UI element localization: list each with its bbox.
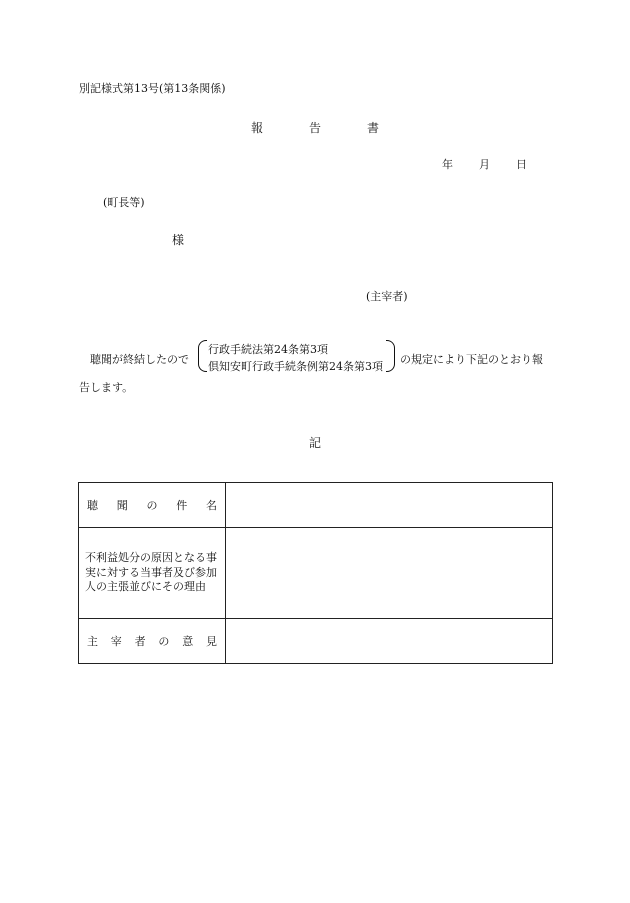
addressee: (町長等) [103, 196, 145, 209]
table-row [79, 483, 553, 528]
report-table [78, 482, 553, 664]
form-number: 別記様式第13号(第13条関係) [79, 82, 226, 95]
date-month: 月 [479, 158, 490, 171]
label-char: 名 [206, 499, 217, 512]
label-char: 見 [205, 635, 217, 648]
claims-label [79, 528, 226, 619]
presider-opinion-value[interactable] [226, 619, 553, 664]
claims-value[interactable] [226, 528, 553, 619]
document-title [0, 119, 630, 136]
label-char: の [158, 635, 170, 648]
label-char: 件 [176, 499, 188, 512]
label-char: の [146, 499, 158, 512]
label-char: 者 [134, 635, 146, 648]
body-prefix: 聴聞が終結したので [90, 353, 189, 366]
date-line [442, 156, 527, 172]
presider-label: (主宰者) [366, 290, 408, 303]
label-char: 聴 [87, 499, 98, 512]
body-line-2: 告します。 [79, 381, 134, 394]
body-suffix: の規定により下記のとおり報 [400, 353, 543, 366]
date-day: 日 [516, 158, 527, 171]
law-option-2: 倶知安町行政手続条例第24条第3項 [208, 360, 383, 373]
title-char-1: 報 [250, 121, 263, 135]
label-char: 宰 [110, 635, 122, 648]
label-char: 主 [87, 635, 98, 648]
table-row [79, 528, 553, 619]
presider-opinion-label [79, 619, 226, 664]
table-row [79, 619, 553, 664]
title-char-2: 告 [308, 121, 321, 135]
claims-label-text: 不利益処分の原因となる事実に対する当事者及び参加人の主張並びにその理由 [85, 551, 217, 594]
label-char: 聞 [116, 499, 128, 512]
hearing-subject-label [79, 483, 226, 528]
ki-heading: 記 [308, 436, 321, 450]
date-year: 年 [442, 158, 453, 171]
honorific: 様 [172, 233, 185, 247]
label-char: 意 [182, 635, 194, 648]
title-char-3: 書 [366, 121, 379, 135]
left-brace [198, 340, 207, 372]
law-option-1: 行政手続法第24条第3項 [208, 343, 328, 356]
right-brace [386, 340, 395, 372]
hearing-subject-value[interactable] [226, 483, 553, 528]
